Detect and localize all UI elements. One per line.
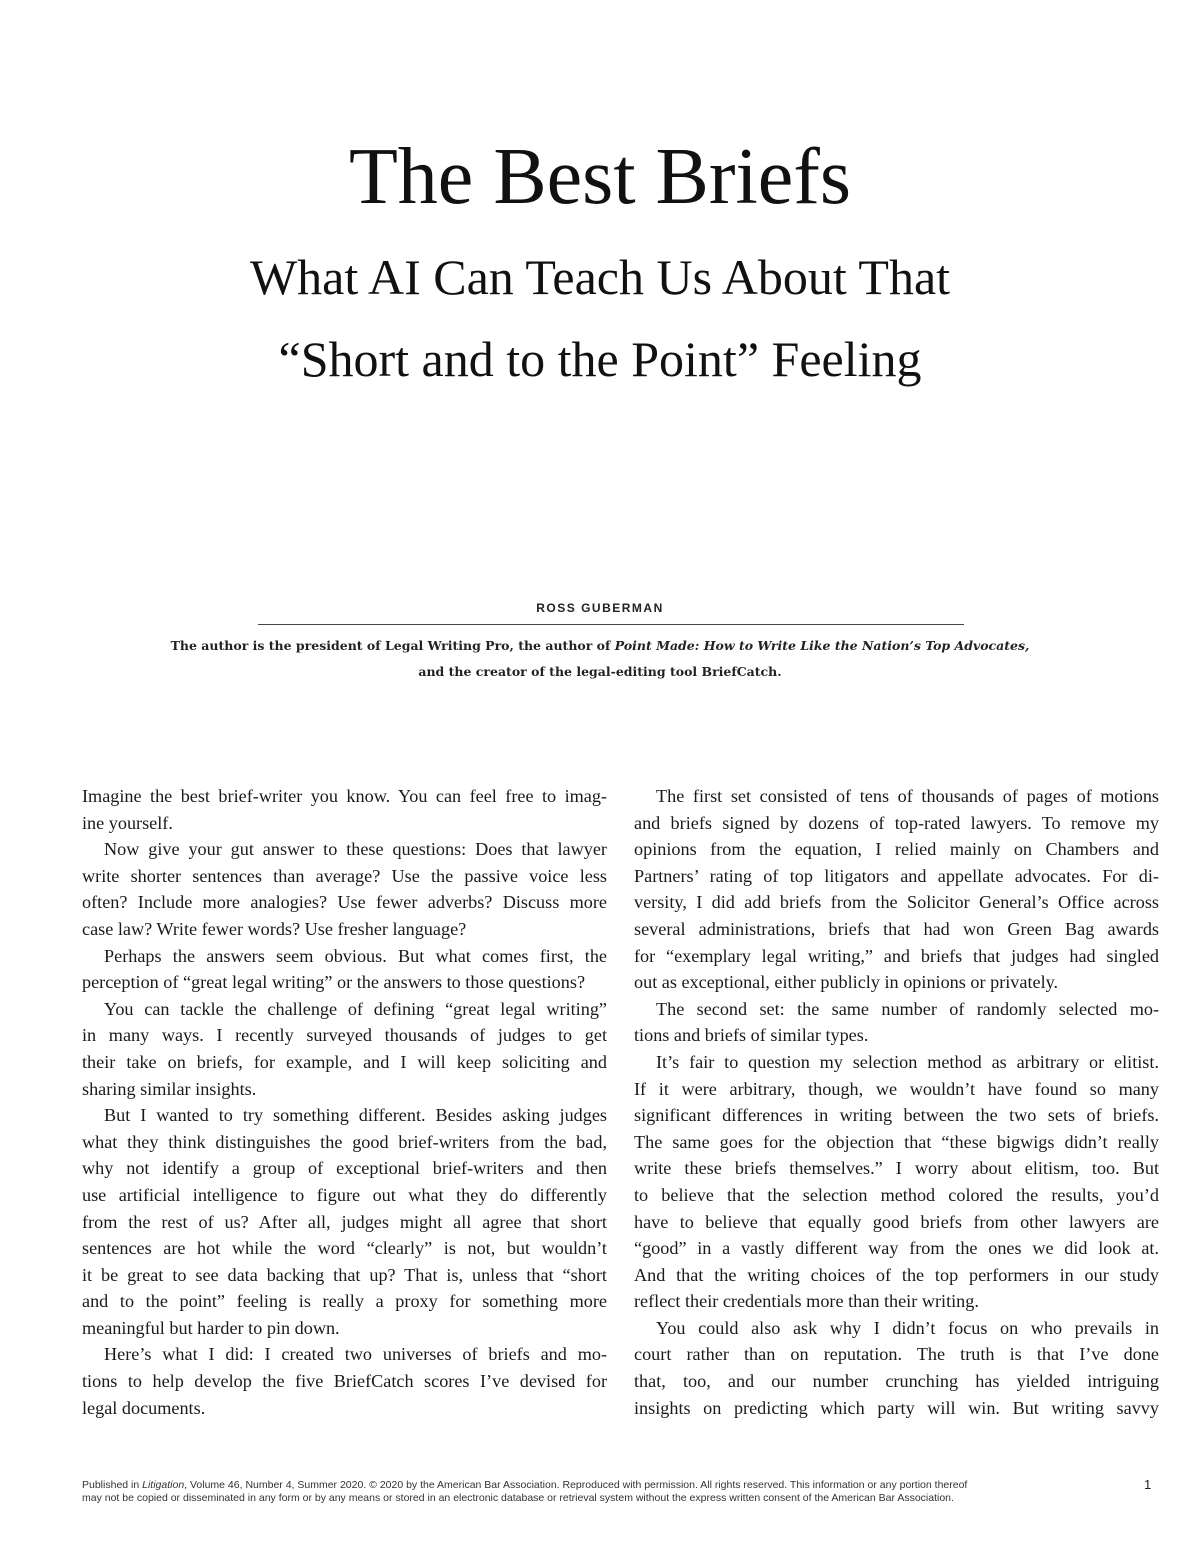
paragraph-line: it be great to see data backing that up? That is, unless that “short — [82, 1264, 607, 1285]
paragraph-line: what they think distinguishes the good brief-writers from the bad, — [82, 1131, 607, 1152]
article-subtitle — [0, 236, 1200, 400]
paragraph-line: write shorter sentences than average? Use the passive voice less — [82, 865, 607, 886]
paragraph-line: in many ways. I recently surveyed thousands of judges to get — [82, 1025, 607, 1046]
author-note-prefix: The author is the president of Legal Writing Pro, the author of — [170, 638, 615, 653]
paragraph-line: reflect their credentials more than their writing. — [634, 1291, 979, 1312]
body-column-right — [634, 783, 1159, 1421]
subtitle-line-1: What AI Can Teach Us About That — [249, 249, 951, 305]
paragraph-line: tions and briefs of similar types. — [634, 1025, 869, 1046]
body-column-left — [82, 783, 607, 1421]
paragraph-line: “good” in a vastly different way from the ones we did look at. — [634, 1238, 1159, 1259]
footer-rest: , Volume 46, Number 4, Summer 2020. © 2020 by the American Bar Association. Reproduced with permission. All rights reserved. This information or any portion thereof — [184, 1479, 968, 1491]
paragraph-line: It’s fair to question my selection method as arbitrary or elitist. — [656, 1051, 1159, 1072]
paragraph-line: Here’s what I did: I created two universes of briefs and mo- — [104, 1344, 607, 1365]
paragraph-line: write these briefs themselves.” I worry about elitism, too. But — [634, 1158, 1159, 1179]
paragraph-line: Now give your gut answer to these questions: Does that lawyer — [104, 839, 607, 860]
paragraph-line: out as exceptional, either publicly in opinions or privately. — [634, 972, 1059, 993]
paragraph-line: legal documents. — [82, 1397, 206, 1418]
author-note-line-2: and the creator of the legal-editing tool BriefCatch. — [418, 664, 782, 679]
paragraph-line: The same goes for the objection that “these bigwigs didn’t really — [634, 1131, 1159, 1152]
byline-divider — [258, 624, 964, 625]
paragraph-line: that, too, and our number crunching has yielded intriguing — [634, 1371, 1159, 1392]
paragraph-line: Imagine the best brief-writer you know. You can feel free to imag- — [82, 786, 607, 806]
paragraph-line: for “exemplary legal writing,” and briefs that judges had singled — [634, 945, 1159, 966]
page-number: 1 — [1144, 1477, 1152, 1492]
paragraph-line: opinions from the equation, I relied mainly on Chambers and — [634, 839, 1159, 860]
paragraph-line: to believe that the selection method colored the results, you’d — [634, 1184, 1159, 1205]
paragraph-line: sharing similar insights. — [82, 1078, 257, 1099]
paragraph-line: significant differences in writing between the two sets of briefs. — [634, 1105, 1159, 1126]
subtitle-line-2: “Short and to the Point” Feeling — [278, 331, 922, 387]
footer-line-2: may not be copied or disseminated in any form or by any means or stored in an electronic database or retrieval system without the express written consent of the American Bar Association. — [82, 1492, 954, 1504]
paragraph-line: If it were arbitrary, though, we wouldn’t have found so many — [634, 1078, 1159, 1099]
author-note-line-1 — [150, 633, 1050, 659]
paragraph-line: case law? Write fewer words? Use fresher language? — [82, 918, 467, 939]
paragraph-line: have to believe that equally good briefs from other lawyers are — [634, 1211, 1159, 1232]
paragraph-line: several administrations, briefs that had won Green Bag awards — [634, 918, 1159, 939]
paragraph-line: You could also ask why I didn’t focus on who prevails in — [656, 1317, 1159, 1338]
footer-line-1 — [82, 1479, 1122, 1492]
article-title: The Best Briefs — [348, 133, 852, 221]
paragraph-line: But I wanted to try something different. Besides asking judges — [104, 1105, 607, 1126]
copyright-footer — [82, 1479, 1122, 1505]
paragraph-line: Perhaps the answers seem obvious. But what comes first, the — [104, 945, 607, 966]
paragraph-line: and briefs signed by dozens of top-rated lawyers. To remove my — [634, 812, 1159, 833]
paragraph-line: And that the writing choices of the top performers in our study — [634, 1264, 1159, 1285]
paragraph-line: often? Include more analogies? Use fewer adverbs? Discuss more — [82, 892, 607, 913]
paragraph-line: The first set consisted of tens of thousands of pages of motions — [656, 786, 1159, 806]
paragraph-line: why not identify a group of exceptional brief-writers and then — [82, 1158, 607, 1179]
paragraph-line: The second set: the same number of randomly selected mo- — [656, 998, 1159, 1019]
paragraph-line: perception of “great legal writing” or the answers to those questions? — [82, 972, 586, 993]
paragraph-line: use artificial intelligence to figure out what they do differently — [82, 1184, 607, 1205]
paragraph-line: versity, I did add briefs from the Solicitor General’s Office across — [634, 892, 1159, 913]
paragraph-line: Partners’ rating of top litigators and appellate advocates. For di- — [634, 865, 1159, 886]
paragraph-line: insights on predicting which party will win. But writing savvy — [634, 1397, 1159, 1418]
book-title: Point Made: How to Write Like the Nation’s Top Advocates, — [614, 638, 1030, 653]
author-name: ROSS GUBERMAN — [536, 601, 664, 615]
paragraph-line: You can tackle the challenge of defining “great legal writing” — [104, 998, 607, 1019]
paragraph-line: meaningful but harder to pin down. — [82, 1317, 340, 1338]
paragraph-line: and to the point” feeling is really a proxy for something more — [82, 1291, 607, 1312]
journal-name: Litigation — [142, 1479, 185, 1491]
paragraph-line: tions to help develop the five BriefCatch scores I’ve devised for — [82, 1371, 607, 1392]
author-note — [150, 633, 1050, 685]
paragraph-line: court rather than on reputation. The truth is that I’ve done — [634, 1344, 1159, 1365]
footer-prefix: Published in — [82, 1479, 143, 1491]
paragraph-line: ine yourself. — [82, 812, 173, 833]
paragraph-line: their take on briefs, for example, and I will keep soliciting and — [82, 1051, 607, 1072]
paragraph-line: sentences are hot while the word “clearly” is not, but wouldn’t — [82, 1238, 607, 1259]
paragraph-line: from the rest of us? After all, judges might all agree that short — [82, 1211, 607, 1232]
